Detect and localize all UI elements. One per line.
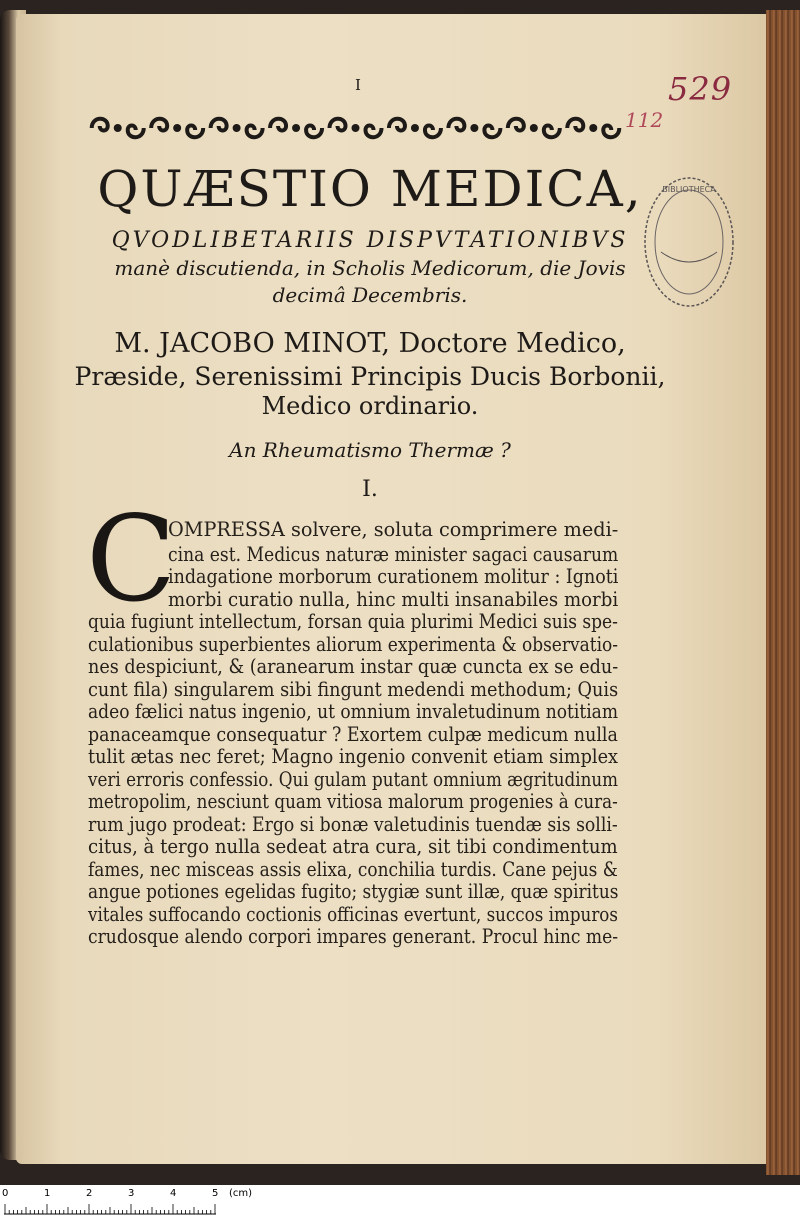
ornament-motif — [151, 119, 203, 138]
ornament-motif — [508, 119, 560, 138]
subtitle-line-2: manè discutienda, in Scholis Medicorum, die Jovis — [114, 256, 626, 280]
body-text-line: cina est. Medicus naturæ minister sagaci causarum — [168, 542, 619, 566]
ruler-label: 5 — [212, 1188, 219, 1199]
subtitle-line-3: decimâ Decembris. — [272, 283, 468, 307]
body-text-line: vitales suffocando coctionis officinas evertunt, succos impuros — [88, 902, 618, 926]
thesis-question: An Rheumatismo Thermæ ? — [229, 438, 511, 462]
body-text-line: culationibus superbientes aliorum experimenta & observatio- — [88, 632, 618, 656]
ruler-label: 3 — [128, 1188, 135, 1199]
ornament-motif — [330, 119, 382, 138]
body-text-line: citus, à tergo nulla sedeat atra cura, sit tibi condimentum — [88, 835, 618, 858]
body-text-line: quia fugiunt intellectum, forsan quia plurimi Medici suis spe- — [88, 610, 618, 633]
author-line-1: M. JACOBO MINOT, Doctore Medico, — [114, 328, 626, 359]
folio-number: I — [355, 76, 361, 94]
body-text-line: nes despiciunt, & (aranearum instar quæ cuncta ex se edu- — [88, 655, 619, 678]
document-title: QUÆSTIO MEDICA, — [97, 160, 643, 218]
body-text-line: OMPRESSA solvere, soluta comprimere medi- — [168, 518, 619, 541]
decorative-ornament-band — [88, 112, 623, 144]
centimeter-ruler — [4, 1203, 216, 1215]
body-text-line: metropolim, nesciunt quam vitiosa malorum progenies à cura- — [88, 790, 618, 813]
stamp-text: BIBLIOTHECA — [662, 185, 716, 194]
body-text-line: rum jugo prodeat: Ergo si bonæ valetudinis tuendæ sis solli- — [88, 812, 618, 836]
ornament-motif — [270, 119, 322, 138]
handwritten-note: 112 — [625, 108, 664, 132]
body-text-line: veri erroris confessio. Qui gulam putant omnium ægritudinum — [88, 767, 619, 791]
body-text-line: fames, nec misceas assis elixa, conchilia turdis. Cane pejus & — [88, 857, 618, 881]
ruler-label: 2 — [86, 1188, 93, 1199]
section-number: I. — [362, 477, 378, 502]
drop-cap-letter: C — [86, 490, 177, 628]
ruler-label: (cm) — [229, 1188, 253, 1199]
ornament-motif — [448, 119, 500, 138]
body-text-line: cunt fila) singularem sibi fingunt medendi methodum; Quis — [88, 677, 619, 701]
author-line-3: Medico ordinario. — [261, 392, 479, 420]
body-text-line: crudosque alendo corpori impares generant. Procul hinc me- — [88, 925, 619, 948]
body-text-line: angue potiones egelidas fugito; stygiæ sunt illæ, quæ spiritus — [88, 880, 619, 903]
body-text-line: morbi curatio nulla, hinc multi insanabiles morbi — [168, 587, 619, 611]
handwritten-page-number: 529 — [668, 70, 733, 108]
body-text-line: panaceamque consequatur ? Exortem culpæ medicum nulla — [88, 722, 618, 746]
ruler-label: 4 — [170, 1188, 177, 1199]
ornament-motif — [389, 119, 441, 138]
ornament-motif — [211, 119, 263, 138]
ornament-motif — [92, 119, 144, 138]
body-text-line: indagatione morborum curationem molitur : Ignoti — [168, 565, 619, 588]
author-line-2: Præside, Serenissimi Principis Ducis Borbonii, — [74, 362, 666, 391]
ornament-motif — [567, 119, 619, 138]
body-text-line: tulit ætas nec feret; Magno ingenio convenit etiam simplex — [88, 745, 618, 768]
ruler-label: 0 — [2, 1188, 9, 1199]
ruler-label: 1 — [44, 1188, 51, 1199]
body-text-line: adeo fælici natus ingenio, ut omnium invaletudinum notitiam — [88, 700, 619, 723]
subtitle-line-1: QVODLIBETARIIS DISPVTATIONIBVS — [111, 228, 629, 253]
